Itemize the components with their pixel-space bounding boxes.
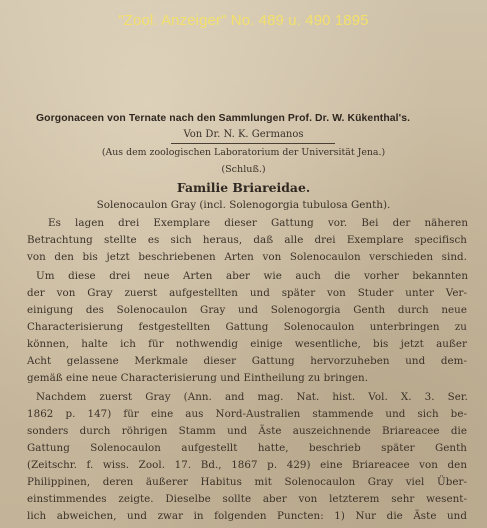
body-line: Philippinen, deren äußerer Habitus mit Solenocaulon Gray viel Über-	[27, 476, 467, 488]
body-line: lich abweichen, und zwar in folgenden Puncten: 1) Nur die Äste und	[27, 510, 467, 522]
body-line: können, halte ich für nothwendig einige wesentliche, bis jetzt außer	[27, 338, 467, 350]
body-line: einigung des Solenocaulon Gray und Solenogorgia Genth durch neue	[27, 304, 467, 316]
author-line: Von Dr. N. K. Germanos	[183, 129, 304, 140]
body-line: sonders durch röhrigen Stamm und Äste auszeichnende Briareacee die	[27, 425, 467, 437]
body-line: gemäß eine neue Characterisierung und Eintheilung zu bringen.	[27, 372, 369, 384]
body-line: 1862 p. 147) für eine aus Nord-Australien stammende und sich be-	[27, 408, 467, 420]
body-line: Es lagen drei Exemplare dieser Gattung vor. Bei der näheren	[48, 217, 468, 229]
affiliation-line: (Aus dem zoologischen Laboratorium der Universität Jena.)	[101, 147, 386, 158]
family-heading: Familie Briareidae.	[176, 180, 311, 195]
body-line: Betrachtung stellte es sich heraus, daß alle drei Exemplare specifisch	[27, 234, 467, 246]
body-line: Acht gelassene Merkmale dieser Gattung hervorzuheben und dem-	[27, 355, 467, 367]
article-title: Gorgonaceen von Ternate nach den Sammlungen Prof. Dr. W. Kükenthal's.	[36, 113, 411, 124]
genus-line: Solenocaulon Gray (incl. Solenogorgia tubulosa Genth).	[96, 199, 391, 211]
body-line: Nachdem zuerst Gray (Ann. and mag. Nat. hist. Vol. X. 3. Ser.	[36, 391, 468, 403]
source-banner: "Zool. Anzeiger" No. 489 u. 490 1895	[118, 12, 369, 29]
body-line: Characterisierung festgestellten Gattung Solenocaulon unterbringen zu	[27, 321, 467, 333]
body-line: Um diese drei neue Arten aber wie auch die vorher bekannten	[36, 270, 468, 282]
author-underline	[171, 143, 335, 144]
body-line: Gattung Solenocaulon aufgestellt hatte, beschrieb später Genth	[27, 442, 467, 454]
body-line: (Zeitschr. f. wiss. Zool. 17. Bd., 1867 p. 429) eine Briareacee von den	[27, 459, 467, 471]
body-line: der von Gray zuerst aufgestellten und später von Studer unter Ver-	[27, 287, 467, 299]
body-line: einstimmendes zeigte. Dieselbe sollte aber von letzterem sehr wesent-	[27, 493, 467, 505]
body-line: von den bis jetzt beschriebenen Arten von Solenocaulon verschieden sind.	[27, 251, 467, 263]
continued-label: (Schluß.)	[221, 164, 266, 175]
